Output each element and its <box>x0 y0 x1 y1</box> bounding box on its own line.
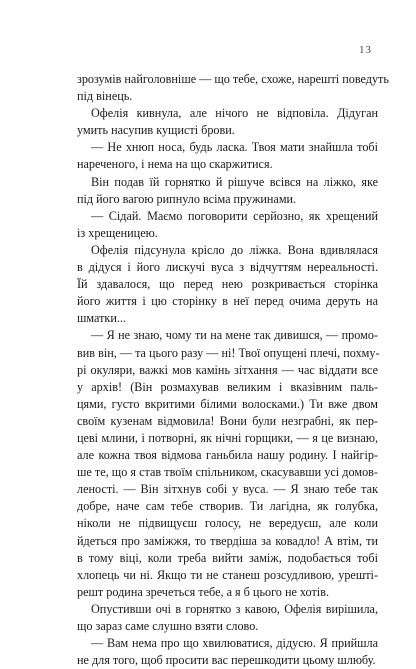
text-line: Офелія підсунула крісло до ліжка. Вона вдивлялася <box>91 242 378 257</box>
text-line: — Сідай. Маємо поговорити серйозно, як хрещений <box>91 208 378 223</box>
body-text <box>77 71 389 669</box>
text-line: леності. — Він зітхнув собі у вуса. — Я знаю тебе так <box>77 482 378 497</box>
text-line: Офелія кивнула, але нічого не відповіла. Дідуган <box>91 106 378 121</box>
text-line: ше те, що я став твоїм спільником, скасувавши усі домов- <box>77 465 378 480</box>
text-line: його життя і цю сторінку в неї перед очима деруть на <box>77 294 378 309</box>
paragraph <box>77 327 378 601</box>
text-line: зрозумів найголовніше — що тебе, схоже, нарешті поведуть <box>77 72 389 86</box>
text-line: в тому віці, коли треба вийти заміж, подобається тобі <box>77 550 378 565</box>
text-line: хлопець чи ні. Якщо ти не станеш розсудливою, урешті- <box>77 567 378 582</box>
text-line: нареченого, і нема на що скаржитися. <box>77 157 273 172</box>
text-line: вив він, — та цього разу — ні! Твої опущені плечі, похму- <box>77 345 380 360</box>
text-line: із хрещеницею. <box>77 225 158 240</box>
text-line: шматки... <box>77 311 127 326</box>
text-line: Їй здавалося, що перед нею розкривається сторінка <box>77 277 378 292</box>
text-line: що зараз саме слушно взяти слово. <box>77 619 259 633</box>
text-line: — Не хнюп носа, будь ласка. Твоя мати знайшла тобі <box>91 140 378 155</box>
page-number: 13 <box>359 44 372 56</box>
text-line: в дідуся і його лискучі вуса з відчуттям нереальності. <box>77 260 378 275</box>
paragraph <box>77 139 378 173</box>
text-line: рі окуляри, важкі мов камінь зітхання — час віддати все <box>77 362 378 377</box>
text-line: ніколи не підвищуєш голосу, не вередуєш, але коли <box>77 516 378 531</box>
text-line: Він подав їй горнятко й рішуче всівся на ліжко, яке <box>91 174 378 189</box>
text-line: добре, наче сам тебе створив. Ти лагідна, як голубка, <box>77 499 378 514</box>
text-line: своїм кузенам відмовила! Вони були незграбні, як пер- <box>77 413 378 428</box>
text-line: решт родина зречеться тебе, а я б цього не хотів. <box>77 584 329 599</box>
paragraph <box>77 208 378 242</box>
text-line: умить насупив кущисті брови. <box>77 123 235 138</box>
paragraph <box>77 71 389 105</box>
text-line: йдеться про заміжжя, то твердіша за ковадло! А втім, ти <box>77 533 378 548</box>
paragraph <box>77 635 378 669</box>
text-line: Опустивши очі в горнятко з кавою, Офелія вирішила, <box>91 601 378 616</box>
paragraph <box>77 242 378 327</box>
paragraph <box>77 601 378 635</box>
text-line: під вінець. <box>77 89 133 104</box>
paragraph <box>77 174 378 208</box>
text-line: — Вам нема про що хвилюватися, дідусю. Я прийшла <box>91 636 378 651</box>
text-line: не для того, щоб просити вас перешкодити цьому шлюбу. <box>77 653 376 668</box>
text-line: у архів! (Він розмахував великим і вказівним паль- <box>77 379 378 394</box>
text-line: — Я не знаю, чому ти на мене так дивишся, — промо- <box>91 328 378 343</box>
paragraph <box>77 105 378 139</box>
text-line: але кожна твоя відмова ганьбила нашу родину. І найгір- <box>77 448 378 463</box>
text-line: цями, густо вкритими білими волосками.) Ти вже двом <box>77 396 378 411</box>
text-line: цеві млини, і потворні, як нічні горщики, — я це визнаю, <box>77 430 378 445</box>
text-line: під його вагою рипнуло всіма пружинами. <box>77 191 297 206</box>
